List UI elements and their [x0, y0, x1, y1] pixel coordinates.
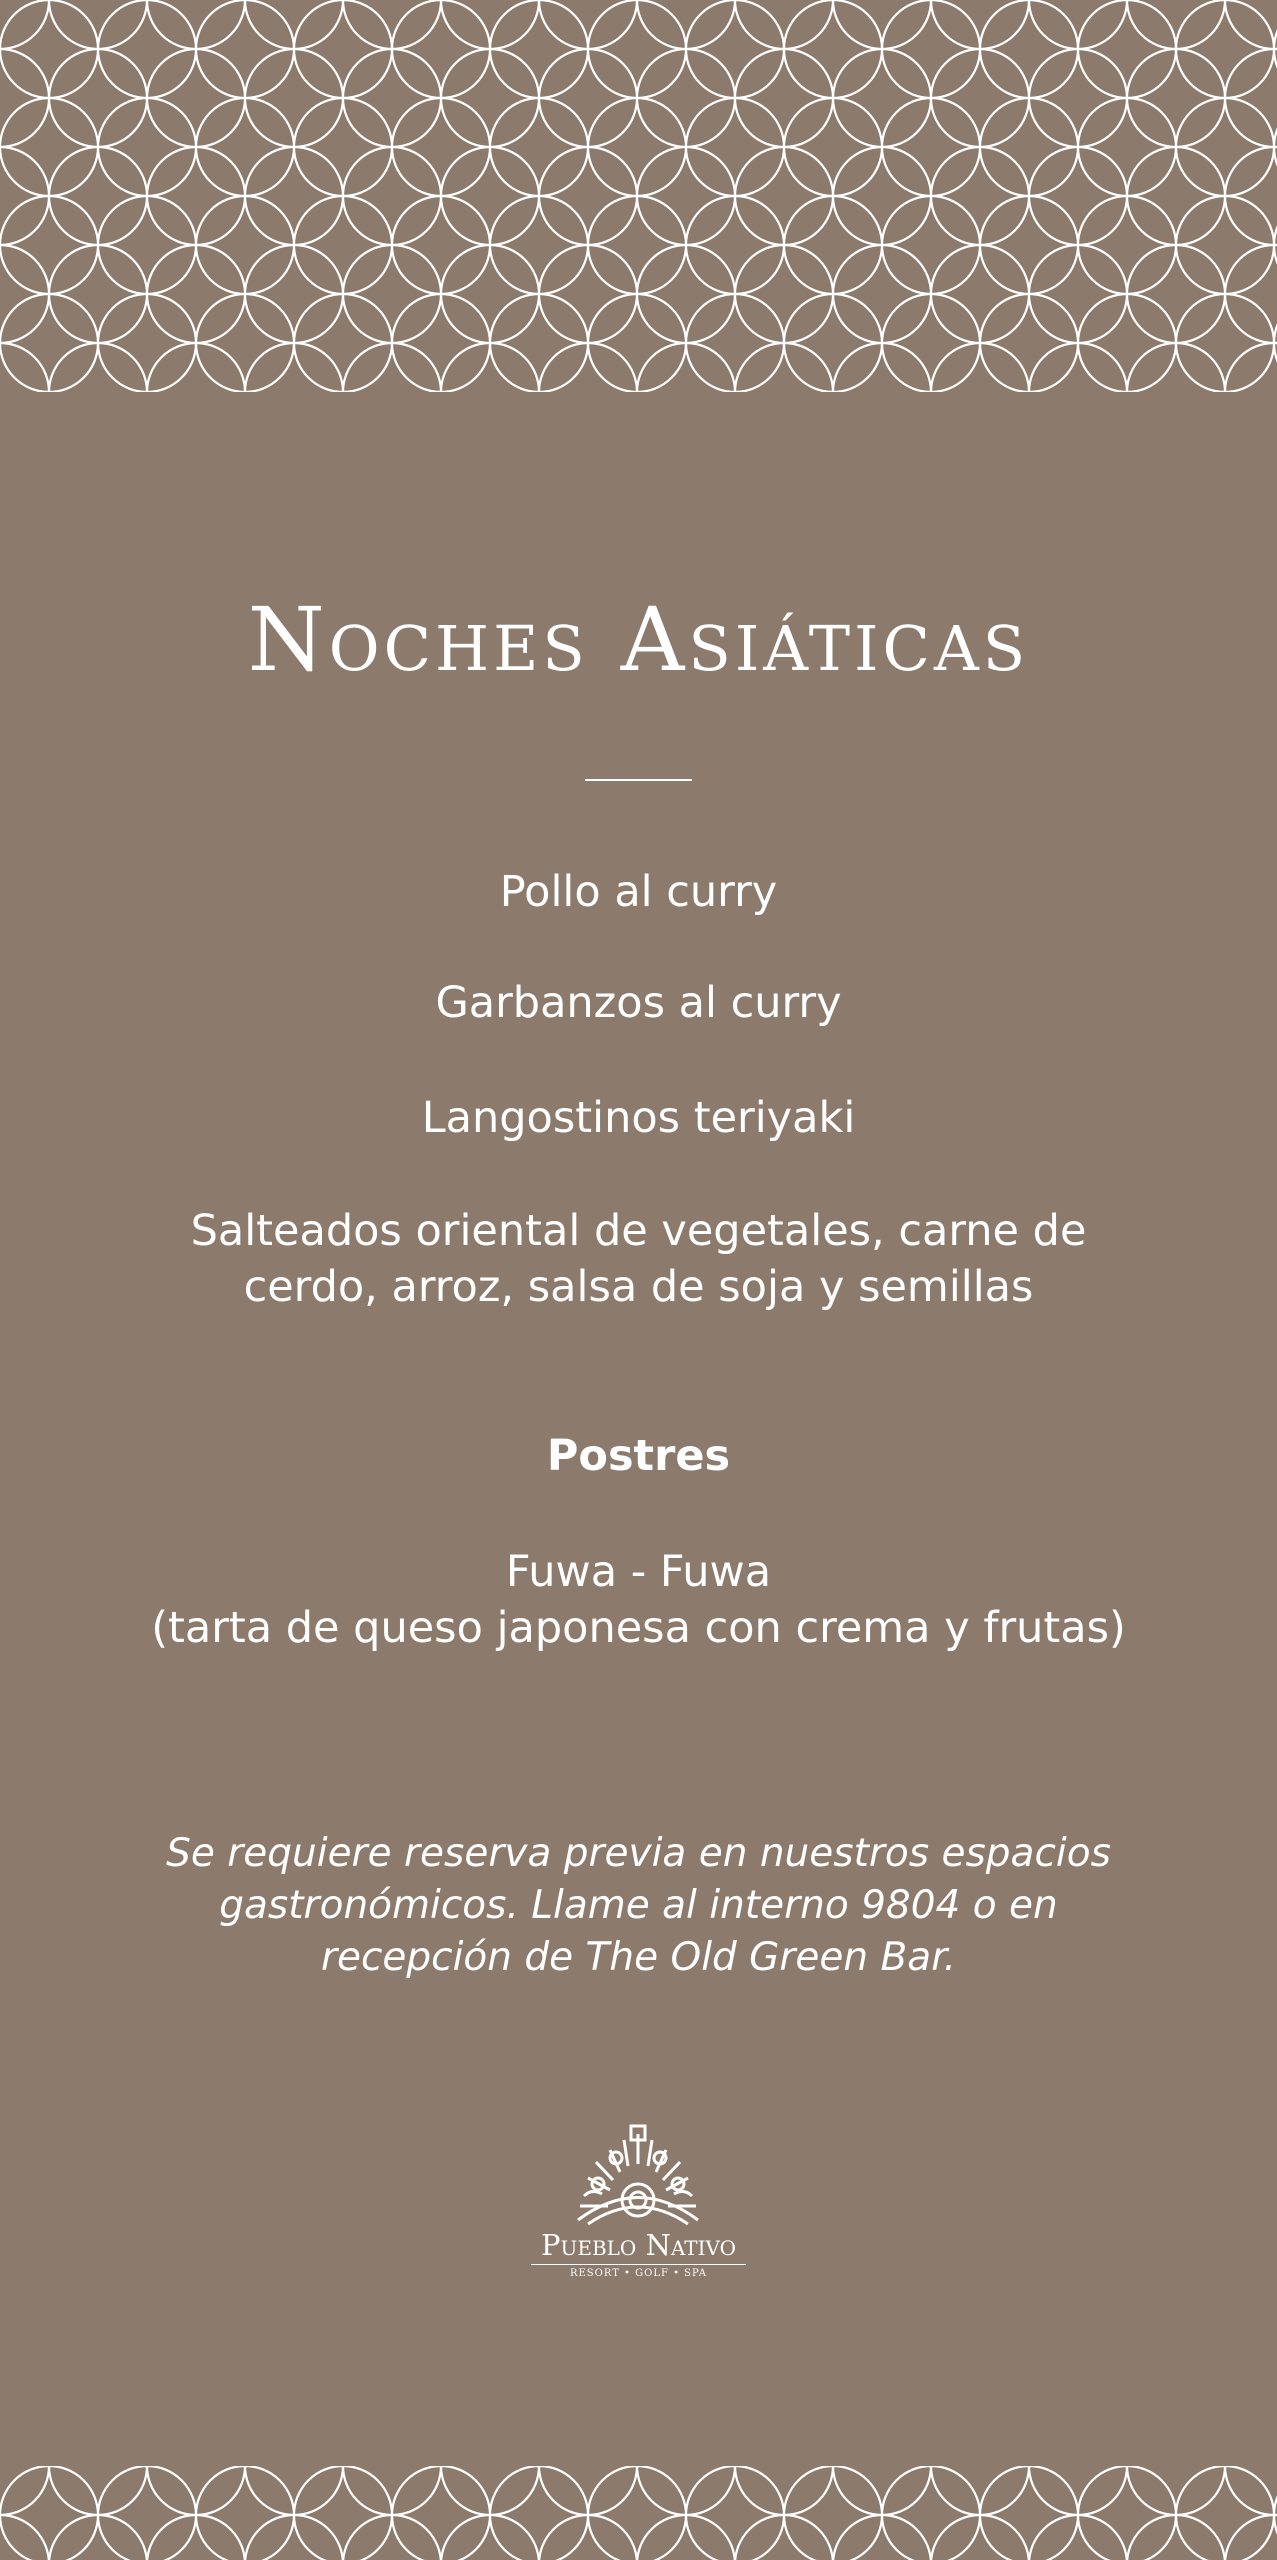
dish-item: Langostinos teriyaki	[421, 1093, 856, 1143]
logo-wordmark: Pueblo Nativo	[540, 2228, 736, 2262]
logo-tagline: RESORT • GOLF • SPA	[569, 2268, 708, 2279]
desserts-heading: Postres	[546, 1431, 731, 1481]
dessert-item	[0, 1544, 1277, 1656]
logo-rule	[531, 2264, 746, 2265]
page-title: Noches Asiáticas	[247, 588, 1030, 691]
decorative-pattern-bottom	[0, 2466, 1277, 2560]
pueblo-nativo-logo	[525, 2120, 752, 2280]
dessert-name: Fuwa - Fuwa	[505, 1547, 772, 1597]
title-divider	[585, 779, 692, 781]
dish-long-line-1: Salteados oriental de vegetales, carne de	[190, 1206, 1087, 1256]
notice-line-1: Se requiere reserva previa en nuestros espacios	[166, 1831, 1111, 1876]
dish-item: Pollo al curry	[499, 867, 778, 917]
notice-line-2: gastronómicos. Llame al interno 9804 o en	[219, 1883, 1058, 1928]
dish-item: Garbanzos al curry	[435, 978, 842, 1028]
dish-item-long	[0, 1203, 1277, 1315]
reservation-notice	[0, 1828, 1277, 1984]
notice-line-3: recepción de The Old Green Bar.	[320, 1935, 957, 1980]
decorative-pattern-top	[0, 0, 1277, 392]
dessert-description: (tarta de queso japonesa con crema y frutas)	[151, 1603, 1126, 1653]
dish-long-line-2: cerdo, arroz, salsa de soja y semillas	[243, 1262, 1034, 1312]
sun-emblem-icon	[558, 2120, 718, 2228]
